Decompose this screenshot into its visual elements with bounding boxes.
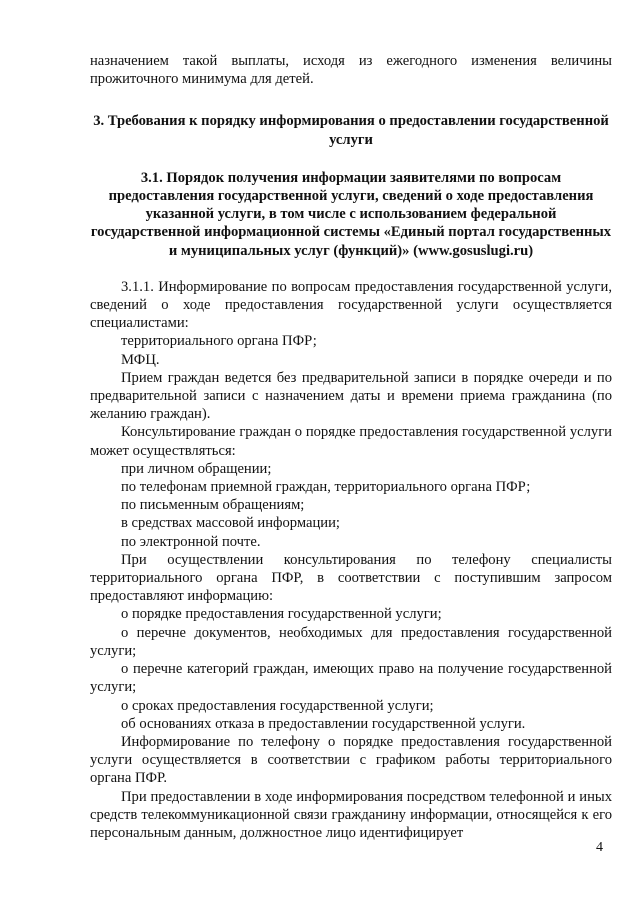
list-item-consult: по электронной почте. [121,533,261,550]
document-page [90,52,612,842]
section-3-heading: 3. Требования к порядку информирования о предоставлении государственной услуги [93,113,609,148]
section-3-1-heading: 3.1. Порядок получения информации заявителями по вопросам предоставления государственной услуги, сведений о ходе предоставления указанной услуги, в том числе с использованием федеральной государственной информационной системы «Единый портал государственных и муниципальных услуг (функций)» (www.gosuslugi.ru) [90,169,612,259]
paragraph-consultation: Консультирование граждан о порядке предоставления государственной услуги может осуществляться: [90,424,612,459]
list-item-info: о перечне категорий граждан, имеющих право на получение государственной услуги; [90,661,612,696]
paragraph-identify: При предоставлении в ходе информирования посредством телефонной и иных средств телекоммуникационной связи гражданину информации, относящейся к его персональным данным, должностное лицо идентифицирует [90,788,612,841]
list-item-consult: по письменным обращениям; [121,497,305,514]
spacer [90,260,612,278]
list-item-consult: по телефонам приемной граждан, территориального органа ПФР; [121,479,531,496]
page-number: 4 [596,840,603,855]
list-item-info: о порядке предоставления государственной услуги; [121,606,442,623]
intro-paragraph: назначением такой выплаты, исходя из ежегодного изменения величины прожиточного минимума для детей. [90,53,612,88]
paragraph-schedule: Информирование по телефону о порядке предоставления государственной услуги осуществляется в соответствии с графиком работы территориального органа ПФР. [90,733,612,787]
paragraph-3-1-1: 3.1.1. Информирование по вопросам предоставления государственной услуги, сведений о ходе предоставления государственной услуги осуществляется специалистами: [90,278,612,332]
paragraph-reception: Прием граждан ведется без предварительной записи в порядке очереди и по предварительной записи с назначением даты и времени приема гражданина (по желанию граждан). [90,369,612,423]
list-item-specialist: МФЦ. [121,351,160,368]
list-item-specialist: территориального органа ПФР; [121,333,317,350]
list-item-info: о перечне документов, необходимых для предоставления государственной услуги; [90,624,612,659]
list-item-info: о сроках предоставления государственной услуги; [121,697,434,714]
list-item-consult: в средствах массовой информации; [121,515,340,532]
paragraph-phone-consultation: При осуществлении консультирования по телефону специалисты территориального органа ПФР, в соответствии с поступившим запросом предоставляют информацию: [90,551,612,605]
list-item-info: об основаниях отказа в предоставлении государственной услуги. [121,715,526,732]
list-item-consult: при личном обращении; [121,460,272,477]
